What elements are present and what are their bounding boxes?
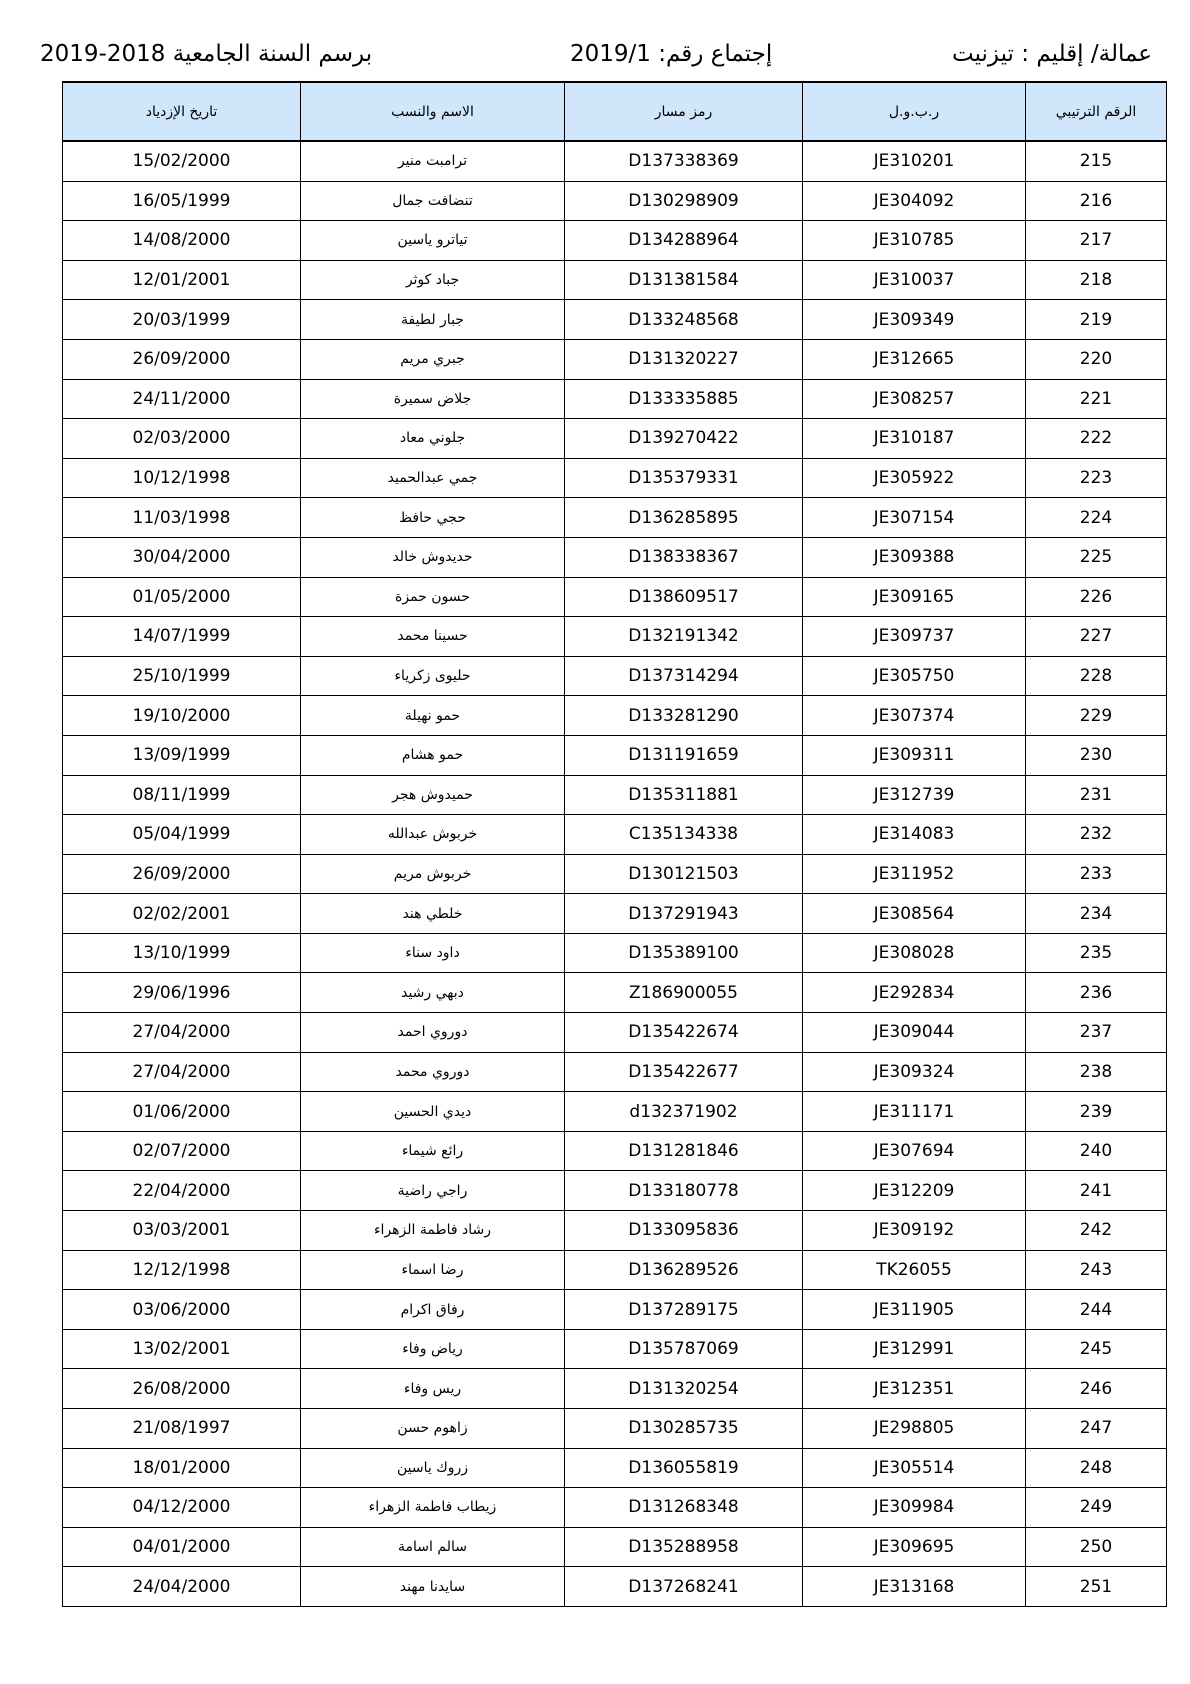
serial-cell: 235	[1026, 933, 1167, 973]
massar-cell: D131320254	[565, 1369, 803, 1409]
name-cell: ترامبت منير	[301, 141, 565, 181]
cne-cell: JE309044	[803, 1013, 1026, 1053]
cne-cell: JE309388	[803, 537, 1026, 577]
name-cell: رضا اسماء	[301, 1250, 565, 1290]
name-cell: راجي راضية	[301, 1171, 565, 1211]
serial-cell: 249	[1026, 1488, 1167, 1528]
name-cell: حميدوش هجر	[301, 775, 565, 815]
birthdate-cell: 26/08/2000	[63, 1369, 301, 1409]
table-row	[63, 1567, 1167, 1607]
table-row	[63, 1131, 1167, 1171]
birthdate-cell: 20/03/1999	[63, 300, 301, 340]
birthdate-cell: 19/10/2000	[63, 696, 301, 736]
name-cell: رائع شيماء	[301, 1131, 565, 1171]
name-cell: حمو نهيلة	[301, 696, 565, 736]
birthdate-cell: 11/03/1998	[63, 498, 301, 538]
table-row	[63, 775, 1167, 815]
col-header-serial: الرقم الترتيبي	[1026, 82, 1167, 141]
cne-cell: JE312209	[803, 1171, 1026, 1211]
name-cell: تنضافت جمال	[301, 181, 565, 221]
massar-cell: D131381584	[565, 260, 803, 300]
table-row	[63, 1448, 1167, 1488]
cne-cell: JE309349	[803, 300, 1026, 340]
birthdate-cell: 13/09/1999	[63, 735, 301, 775]
table-row	[63, 1171, 1167, 1211]
table-row	[63, 1250, 1167, 1290]
table-row	[63, 379, 1167, 419]
birthdate-cell: 26/09/2000	[63, 339, 301, 379]
massar-cell: D137268241	[565, 1567, 803, 1607]
serial-cell: 216	[1026, 181, 1167, 221]
cne-cell: JE310037	[803, 260, 1026, 300]
cne-cell: JE298805	[803, 1409, 1026, 1449]
birthdate-cell: 01/06/2000	[63, 1092, 301, 1132]
birthdate-cell: 15/02/2000	[63, 141, 301, 181]
birthdate-cell: 29/06/1996	[63, 973, 301, 1013]
table-row	[63, 854, 1167, 894]
serial-cell: 236	[1026, 973, 1167, 1013]
cne-cell: JE312991	[803, 1329, 1026, 1369]
cne-cell: JE313168	[803, 1567, 1026, 1607]
header-row	[63, 82, 1167, 141]
birthdate-cell: 12/01/2001	[63, 260, 301, 300]
cne-cell: JE309192	[803, 1211, 1026, 1251]
table-row	[63, 221, 1167, 261]
massar-cell: D135787069	[565, 1329, 803, 1369]
cne-cell: JE311952	[803, 854, 1026, 894]
birthdate-cell: 18/01/2000	[63, 1448, 301, 1488]
students-table	[62, 81, 1167, 1607]
name-cell: جبري مريم	[301, 339, 565, 379]
table-row	[63, 1329, 1167, 1369]
serial-cell: 250	[1026, 1527, 1167, 1567]
region-label: عمالة/ إقليم :	[1021, 41, 1152, 67]
cne-cell: JE309984	[803, 1488, 1026, 1528]
serial-cell: 243	[1026, 1250, 1167, 1290]
birthdate-cell: 04/12/2000	[63, 1488, 301, 1528]
serial-cell: 240	[1026, 1131, 1167, 1171]
birthdate-cell: 27/04/2000	[63, 1052, 301, 1092]
academic-year-label: برسم السنة الجامعية	[172, 41, 373, 67]
massar-cell: D133095836	[565, 1211, 803, 1251]
serial-cell: 223	[1026, 458, 1167, 498]
name-cell: دوروي محمد	[301, 1052, 565, 1092]
name-cell: زاهوم حسن	[301, 1409, 565, 1449]
massar-cell: D135288958	[565, 1527, 803, 1567]
massar-cell: D136289526	[565, 1250, 803, 1290]
serial-cell: 217	[1026, 221, 1167, 261]
serial-cell: 220	[1026, 339, 1167, 379]
cne-cell: JE292834	[803, 973, 1026, 1013]
serial-cell: 231	[1026, 775, 1167, 815]
academic-year-value: 2019-2018	[40, 41, 166, 67]
serial-cell: 244	[1026, 1290, 1167, 1330]
massar-cell: D135379331	[565, 458, 803, 498]
serial-cell: 233	[1026, 854, 1167, 894]
cne-cell: JE307374	[803, 696, 1026, 736]
name-cell: جلاض سميرة	[301, 379, 565, 419]
table-row	[63, 419, 1167, 459]
name-cell: تياترو ياسين	[301, 221, 565, 261]
table-row	[63, 815, 1167, 855]
cne-cell: JE308028	[803, 933, 1026, 973]
birthdate-cell: 14/07/1999	[63, 617, 301, 657]
table-body	[63, 141, 1167, 1606]
massar-cell: D131268348	[565, 1488, 803, 1528]
table-row	[63, 1013, 1167, 1053]
cne-cell: JE309737	[803, 617, 1026, 657]
name-cell: جباد كوثر	[301, 260, 565, 300]
birthdate-cell: 01/05/2000	[63, 577, 301, 617]
name-cell: خربوش عبدالله	[301, 815, 565, 855]
massar-cell: D133335885	[565, 379, 803, 419]
name-cell: خلطي هند	[301, 894, 565, 934]
name-cell: رشاد فاطمة الزهراء	[301, 1211, 565, 1251]
cne-cell: JE305922	[803, 458, 1026, 498]
col-header-name: الاسم والنسب	[301, 82, 565, 141]
name-cell: جمي عبدالحميد	[301, 458, 565, 498]
name-cell: ديدي الحسين	[301, 1092, 565, 1132]
table-row	[63, 656, 1167, 696]
birthdate-cell: 22/04/2000	[63, 1171, 301, 1211]
table-header	[63, 82, 1167, 141]
massar-cell: D137314294	[565, 656, 803, 696]
table-row	[63, 933, 1167, 973]
name-cell: حمو هشام	[301, 735, 565, 775]
name-cell: رفاق اكرام	[301, 1290, 565, 1330]
massar-cell: D131320227	[565, 339, 803, 379]
cne-cell: JE314083	[803, 815, 1026, 855]
serial-cell: 229	[1026, 696, 1167, 736]
birthdate-cell: 12/12/1998	[63, 1250, 301, 1290]
name-cell: ريس وفاء	[301, 1369, 565, 1409]
serial-cell: 246	[1026, 1369, 1167, 1409]
serial-cell: 251	[1026, 1567, 1167, 1607]
cne-cell: JE309695	[803, 1527, 1026, 1567]
table-row	[63, 696, 1167, 736]
birthdate-cell: 13/10/1999	[63, 933, 301, 973]
meeting-heading	[570, 36, 772, 72]
serial-cell: 232	[1026, 815, 1167, 855]
table-row	[63, 1211, 1167, 1251]
table-row	[63, 1488, 1167, 1528]
birthdate-cell: 13/02/2001	[63, 1329, 301, 1369]
name-cell: جلوني معاد	[301, 419, 565, 459]
birthdate-cell: 05/04/1999	[63, 815, 301, 855]
cne-cell: JE310187	[803, 419, 1026, 459]
serial-cell: 218	[1026, 260, 1167, 300]
massar-cell: D139270422	[565, 419, 803, 459]
cne-cell: JE309165	[803, 577, 1026, 617]
table-row	[63, 1092, 1167, 1132]
serial-cell: 247	[1026, 1409, 1167, 1449]
birthdate-cell: 21/08/1997	[63, 1409, 301, 1449]
massar-cell: D135311881	[565, 775, 803, 815]
massar-cell: D137289175	[565, 1290, 803, 1330]
cne-cell: JE309311	[803, 735, 1026, 775]
name-cell: دوروي احمد	[301, 1013, 565, 1053]
massar-cell: D130121503	[565, 854, 803, 894]
name-cell: سالم اسامة	[301, 1527, 565, 1567]
birthdate-cell: 16/05/1999	[63, 181, 301, 221]
name-cell: خربوش مريم	[301, 854, 565, 894]
col-header-massar: رمز مسار	[565, 82, 803, 141]
massar-cell: D135422677	[565, 1052, 803, 1092]
birthdate-cell: 03/03/2001	[63, 1211, 301, 1251]
birthdate-cell: 27/04/2000	[63, 1013, 301, 1053]
col-header-cne: ر.ب.و.ل	[803, 82, 1026, 141]
massar-cell: D135389100	[565, 933, 803, 973]
massar-cell: D138338367	[565, 537, 803, 577]
birthdate-cell: 10/12/1998	[63, 458, 301, 498]
massar-cell: D137291943	[565, 894, 803, 934]
massar-cell: D130298909	[565, 181, 803, 221]
meeting-label: إجتماع رقم:	[658, 41, 773, 67]
cne-cell: JE308257	[803, 379, 1026, 419]
serial-cell: 238	[1026, 1052, 1167, 1092]
cne-cell: JE312665	[803, 339, 1026, 379]
birthdate-cell: 04/01/2000	[63, 1527, 301, 1567]
table-row	[63, 141, 1167, 181]
table-row	[63, 973, 1167, 1013]
massar-cell: D133281290	[565, 696, 803, 736]
cne-cell: TK26055	[803, 1250, 1026, 1290]
serial-cell: 230	[1026, 735, 1167, 775]
table-row	[63, 1290, 1167, 1330]
birthdate-cell: 25/10/1999	[63, 656, 301, 696]
massar-cell: D131191659	[565, 735, 803, 775]
table-row	[63, 181, 1167, 221]
birthdate-cell: 24/11/2000	[63, 379, 301, 419]
page-header	[40, 36, 1152, 72]
birthdate-cell: 26/09/2000	[63, 854, 301, 894]
massar-cell: D133248568	[565, 300, 803, 340]
table-row	[63, 735, 1167, 775]
serial-cell: 234	[1026, 894, 1167, 934]
massar-cell: D134288964	[565, 221, 803, 261]
table-row	[63, 339, 1167, 379]
birthdate-cell: 08/11/1999	[63, 775, 301, 815]
massar-cell: d132371902	[565, 1092, 803, 1132]
table-row	[63, 577, 1167, 617]
serial-cell: 227	[1026, 617, 1167, 657]
cne-cell: JE307694	[803, 1131, 1026, 1171]
birthdate-cell: 02/03/2000	[63, 419, 301, 459]
massar-cell: D133180778	[565, 1171, 803, 1211]
massar-cell: D132191342	[565, 617, 803, 657]
cne-cell: JE305750	[803, 656, 1026, 696]
serial-cell: 241	[1026, 1171, 1167, 1211]
serial-cell: 222	[1026, 419, 1167, 459]
table-row	[63, 458, 1167, 498]
name-cell: حسون حمزة	[301, 577, 565, 617]
cne-cell: JE312351	[803, 1369, 1026, 1409]
cne-cell: JE305514	[803, 1448, 1026, 1488]
birthdate-cell: 14/08/2000	[63, 221, 301, 261]
massar-cell: C135134338	[565, 815, 803, 855]
cne-cell: JE307154	[803, 498, 1026, 538]
cne-cell: JE308564	[803, 894, 1026, 934]
meeting-value: 2019/1	[570, 41, 651, 67]
table-row	[63, 1527, 1167, 1567]
massar-cell: D136285895	[565, 498, 803, 538]
serial-cell: 215	[1026, 141, 1167, 181]
birthdate-cell: 24/04/2000	[63, 1567, 301, 1607]
name-cell: حجي حافظ	[301, 498, 565, 538]
serial-cell: 225	[1026, 537, 1167, 577]
name-cell: داود سناء	[301, 933, 565, 973]
cne-cell: JE310201	[803, 141, 1026, 181]
serial-cell: 224	[1026, 498, 1167, 538]
serial-cell: 219	[1026, 300, 1167, 340]
serial-cell: 239	[1026, 1092, 1167, 1132]
table-row	[63, 300, 1167, 340]
serial-cell: 226	[1026, 577, 1167, 617]
cne-cell: JE310785	[803, 221, 1026, 261]
name-cell: حسينا محمد	[301, 617, 565, 657]
academic-year-heading	[40, 36, 372, 72]
massar-cell: D138609517	[565, 577, 803, 617]
name-cell: دبهي رشيد	[301, 973, 565, 1013]
name-cell: حليوى زكرياء	[301, 656, 565, 696]
region-value: تيزنيت	[951, 41, 1014, 67]
serial-cell: 228	[1026, 656, 1167, 696]
name-cell: زيطاب فاطمة الزهراء	[301, 1488, 565, 1528]
massar-cell: Z186900055	[565, 973, 803, 1013]
massar-cell: D130285735	[565, 1409, 803, 1449]
birthdate-cell: 03/06/2000	[63, 1290, 301, 1330]
region-heading	[952, 36, 1152, 72]
serial-cell: 245	[1026, 1329, 1167, 1369]
name-cell: رياض وفاء	[301, 1329, 565, 1369]
cne-cell: JE309324	[803, 1052, 1026, 1092]
cne-cell: JE304092	[803, 181, 1026, 221]
massar-cell: D131281846	[565, 1131, 803, 1171]
table-row	[63, 1369, 1167, 1409]
birthdate-cell: 02/07/2000	[63, 1131, 301, 1171]
table-row	[63, 1052, 1167, 1092]
name-cell: حديدوش خالد	[301, 537, 565, 577]
cne-cell: JE312739	[803, 775, 1026, 815]
name-cell: زروك ياسين	[301, 1448, 565, 1488]
cne-cell: JE311171	[803, 1092, 1026, 1132]
serial-cell: 242	[1026, 1211, 1167, 1251]
massar-cell: D137338369	[565, 141, 803, 181]
table-row	[63, 617, 1167, 657]
table-row	[63, 498, 1167, 538]
birthdate-cell: 02/02/2001	[63, 894, 301, 934]
serial-cell: 221	[1026, 379, 1167, 419]
table-row	[63, 894, 1167, 934]
table-row	[63, 260, 1167, 300]
massar-cell: D136055819	[565, 1448, 803, 1488]
name-cell: سايدنا مهند	[301, 1567, 565, 1607]
serial-cell: 237	[1026, 1013, 1167, 1053]
cne-cell: JE311905	[803, 1290, 1026, 1330]
serial-cell: 248	[1026, 1448, 1167, 1488]
birthdate-cell: 30/04/2000	[63, 537, 301, 577]
massar-cell: D135422674	[565, 1013, 803, 1053]
col-header-birthdate: تاريخ الإزدياد	[63, 82, 301, 141]
table-row	[63, 1409, 1167, 1449]
name-cell: جبار لطيفة	[301, 300, 565, 340]
table-row	[63, 537, 1167, 577]
